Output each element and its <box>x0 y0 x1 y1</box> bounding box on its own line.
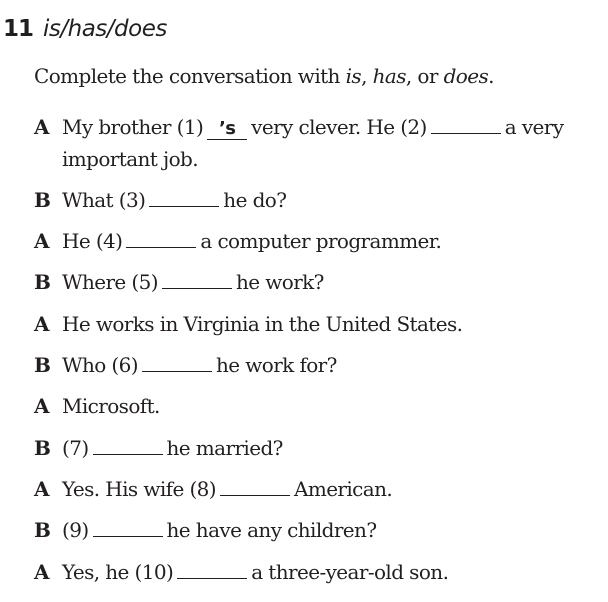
conversation-line <box>34 349 604 381</box>
speaker-label: B <box>34 436 51 460</box>
line-text-before: Where (5) <box>62 270 158 294</box>
option-has: has <box>372 64 406 88</box>
line-text <box>62 266 604 298</box>
answer-blank-2[interactable] <box>431 115 501 134</box>
line-text-after: he married? <box>166 436 283 460</box>
answer-blank-6[interactable] <box>142 353 212 372</box>
line-text-after: he do? <box>223 188 287 212</box>
speaker-label: A <box>34 229 49 253</box>
option-does: does <box>443 64 489 88</box>
speaker-label: A <box>34 312 49 336</box>
line-text-before: Yes, he (10) <box>62 560 174 584</box>
conversation-line <box>34 111 604 175</box>
instruction-period: . <box>488 64 494 88</box>
instruction-text: Complete the conversation with <box>34 64 346 88</box>
conversation-line <box>34 432 604 464</box>
answer-blank-7[interactable] <box>93 436 163 455</box>
conversation-line <box>34 556 604 588</box>
line-text-before: (7) <box>62 436 89 460</box>
line-text-after: a three-year-old son. <box>251 560 449 584</box>
exercise-number: 11 <box>3 16 34 42</box>
speaker-label: B <box>34 518 51 542</box>
conversation-line <box>34 308 604 340</box>
line-text-before: What (3) <box>62 188 146 212</box>
option-is: is <box>345 64 362 88</box>
line-text: He works in Virginia in the United States. <box>62 312 463 336</box>
speaker-label: B <box>34 188 51 212</box>
conversation-line <box>34 184 604 216</box>
exercise-title: is/has/does <box>43 16 167 42</box>
line-text <box>62 514 604 546</box>
line-text-continued: important job. <box>62 147 199 171</box>
line-text-before: (9) <box>62 518 89 542</box>
line-text-before: He (4) <box>62 229 123 253</box>
conversation-line <box>34 473 604 505</box>
speaker-label: A <box>34 477 49 501</box>
conversation-line <box>34 390 604 422</box>
line-text-after: American. <box>293 477 393 501</box>
conversation-line <box>34 514 604 546</box>
line-text <box>62 349 604 381</box>
instruction-separator: , or <box>405 64 444 88</box>
line-text <box>62 432 604 464</box>
answer-blank-4[interactable] <box>126 229 196 248</box>
line-text-after: he work for? <box>215 353 337 377</box>
line-text: Microsoft. <box>62 394 160 418</box>
line-text-after: he have any children? <box>166 518 377 542</box>
answer-blank-9[interactable] <box>93 518 163 537</box>
conversation-line <box>34 266 604 298</box>
speaker-label: A <box>34 394 49 418</box>
line-text-after: a computer programmer. <box>200 229 442 253</box>
line-text-before: Who (6) <box>62 353 138 377</box>
line-text-after: a very <box>504 115 564 139</box>
answer-blank-8[interactable] <box>220 477 290 496</box>
speaker-label: A <box>34 560 49 584</box>
answer-blank-3[interactable] <box>149 188 219 207</box>
answer-blank-1[interactable]: ’s <box>207 119 247 140</box>
speaker-label: B <box>34 270 51 294</box>
answer-blank-5[interactable] <box>162 270 232 289</box>
speaker-label: A <box>34 115 49 139</box>
line-text <box>62 473 604 505</box>
line-text <box>62 184 604 216</box>
line-text <box>62 111 604 143</box>
answer-blank-10[interactable] <box>177 560 247 579</box>
line-text-before: Yes. His wife (8) <box>62 477 216 501</box>
instruction-separator: , <box>361 64 373 88</box>
line-text-before: My brother (1) <box>62 115 204 139</box>
line-text <box>62 225 604 257</box>
line-text-after: he work? <box>235 270 324 294</box>
conversation-line <box>34 225 604 257</box>
line-text-middle: very clever. He (2) <box>251 115 427 139</box>
line-text <box>62 556 604 588</box>
speaker-label: B <box>34 353 51 377</box>
